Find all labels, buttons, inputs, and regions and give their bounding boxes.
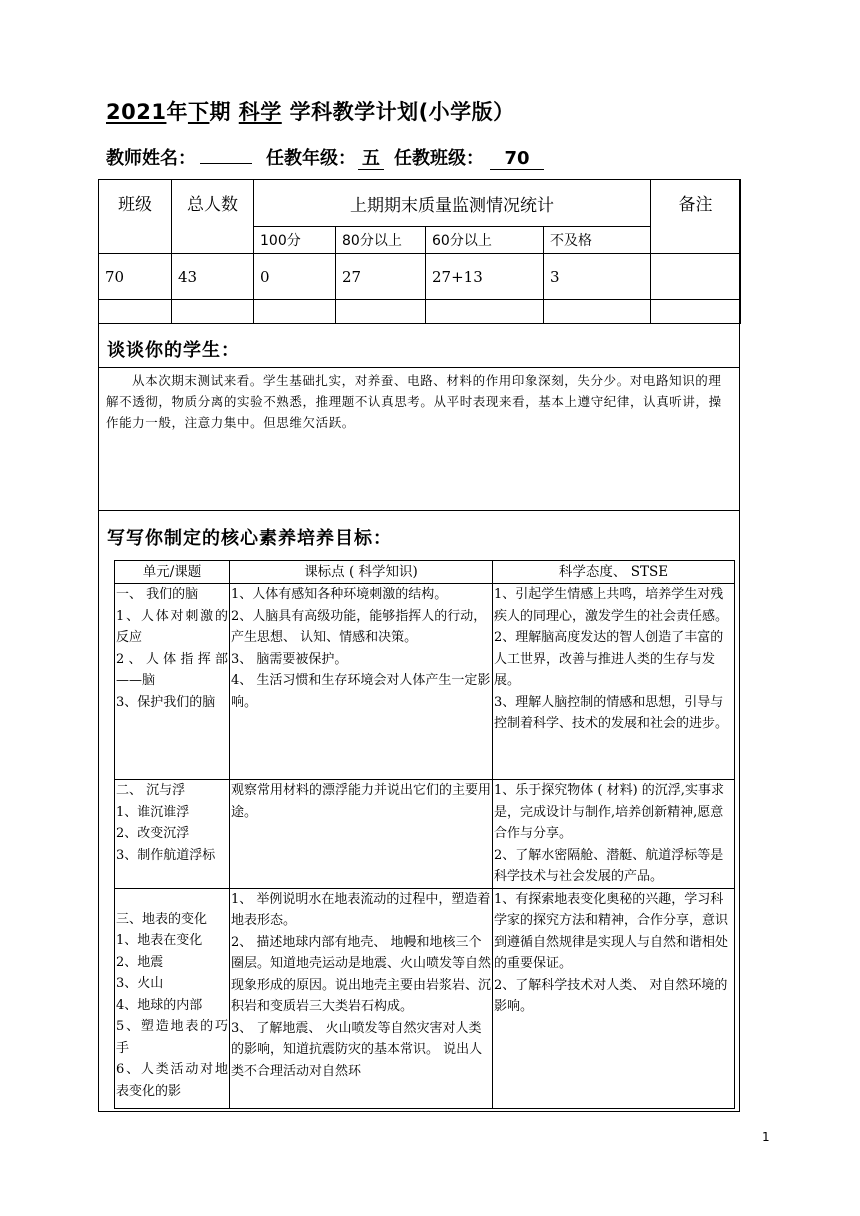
attitude-cell: 1、引起学生情感上共鸣，培养学生对残疾人的同理心，激发学生的社会责任感。 2、理解脑高度发达的智人创造了丰富的人工世界，改善与推进人类的生存与发展。 3、理解人脑控制的情感和思想，引导与控制着科学、技术的发展和社会的进步。 xyxy=(493,584,735,780)
page-title xyxy=(106,96,515,126)
knowledge-cell: 观察常用材料的漂浮能力并说出它们的主要用途。 xyxy=(230,780,493,889)
subheader-60: 60分以上 xyxy=(426,227,544,254)
subheader-80: 80分以上 xyxy=(336,227,426,254)
teacher-name-value xyxy=(200,145,252,164)
table-row xyxy=(115,780,735,889)
grade-label: 任教年级： xyxy=(266,148,356,169)
goals-heading: 写写你制定的核心素养培养目标： xyxy=(107,528,392,549)
students-description: 从本次期末测试来看。学生基础扎实，对养蚕、电路、材料的作用印象深刻，失分少。对电路知识的理解不透彻，物质分离的实验不熟悉，推理题不认真思考。从平时表现来看，基本上遵守纪律，认真听讲，操作能力一般，注意力集中。但思维欠活跃。 xyxy=(106,373,722,430)
page-number: 1 xyxy=(762,1130,770,1144)
title-rest: 学科教学计划(小学版） xyxy=(289,100,515,124)
class-value: 70 xyxy=(490,148,544,170)
header-stats: 上期期末质量监测情况统计 xyxy=(254,180,651,227)
attitude-cell: 1、有探索地表变化奥秘的兴趣，学习科学家的探究方法和精神，合作分享，意识到遵循自然规律是实现人与自然和谐相处的重要保证。 2、了解科学技术对人类、 对自然环境的影响。 xyxy=(493,888,735,1108)
cell-60: 27+13 xyxy=(426,254,544,300)
title-nian: 年 xyxy=(166,100,188,124)
cell-total: 43 xyxy=(172,254,254,300)
teacher-name-label: 教师姓名： xyxy=(106,148,196,169)
table-row-empty xyxy=(99,300,741,324)
cell-80: 27 xyxy=(336,254,426,300)
header-notes: 备注 xyxy=(651,180,741,254)
subheader-100: 100分 xyxy=(254,227,336,254)
table-row xyxy=(115,584,735,780)
cell-notes xyxy=(651,254,741,300)
divider xyxy=(98,510,740,511)
class-label: 任教班级： xyxy=(394,148,484,169)
core-goals-table xyxy=(114,560,735,1109)
title-term: 下 xyxy=(187,100,210,124)
table-row xyxy=(115,888,735,1108)
table-row xyxy=(99,254,741,300)
goals-header-attitude: 科学态度、 STSE xyxy=(493,561,735,584)
cell-100: 0 xyxy=(254,254,336,300)
attitude-cell: 1、乐于探究物体 ( 材料) 的沉浮,实事求是，完成设计与制作,培养创新精神,愿意合作与分享。 2、了解水密隔舱、潜艇、航道浮标等是科学技术与社会发展的产品。 xyxy=(493,780,735,889)
quality-stats-table xyxy=(98,179,741,324)
knowledge-cell: 1、人体有感知各种环境刺激的结构。 2、人脑具有高级功能，能够指挥人的行动，产生思想、 认知、情感和决策。 3、 脑需要被保护。 4、 生活习惯和生存环境会对人体产生一定影响。 xyxy=(230,584,493,780)
title-subject: 科学 xyxy=(238,100,282,124)
grade-value: 五 xyxy=(358,148,384,170)
unit-cell: 一、 我们的脑 1、人体对刺激的 反应 2、人体指挥部——脑 3、保护我们的脑 xyxy=(115,584,230,780)
students-heading: 谈谈你的学生： xyxy=(107,340,240,361)
title-year: 2021 xyxy=(106,100,167,124)
teacher-info-line xyxy=(106,144,544,170)
cell-class: 70 xyxy=(99,254,172,300)
cell-fail: 3 xyxy=(544,254,651,300)
title-qi: 期 xyxy=(209,100,231,124)
header-total: 总人数 xyxy=(172,180,254,254)
unit-cell: 二、 沉与浮 1、谁沉谁浮 2、改变沉浮 3、制作航道浮标 xyxy=(115,780,230,889)
divider xyxy=(98,367,740,368)
unit-cell: 三、地表的变化 1、地表在变化 2、地震 3、火山 4、地球的内部 5、塑造地表的巧手 6、人类活动对地表变化的影 xyxy=(115,888,230,1108)
goals-header-unit: 单元/课题 xyxy=(115,561,230,584)
goals-header-knowledge: 课标点 ( 科学知识) xyxy=(230,561,493,584)
subheader-fail: 不及格 xyxy=(544,227,651,254)
knowledge-cell: 1、 举例说明水在地表流动的过程中，塑造着地表形态。 2、 描述地球内部有地壳、 地幔和地核三个圈层。知道地壳运动是地震、火山喷发等自然现象形成的原因。说出地壳主要由岩浆岩、沉积岩和变质岩三大类岩石构成。 3、 了解地震、 火山喷发等自然灾害对人类的影响，知道抗震防灾的基本常识。 说出人类不合理活动对自然环 xyxy=(230,888,493,1108)
header-class: 班级 xyxy=(99,180,172,254)
